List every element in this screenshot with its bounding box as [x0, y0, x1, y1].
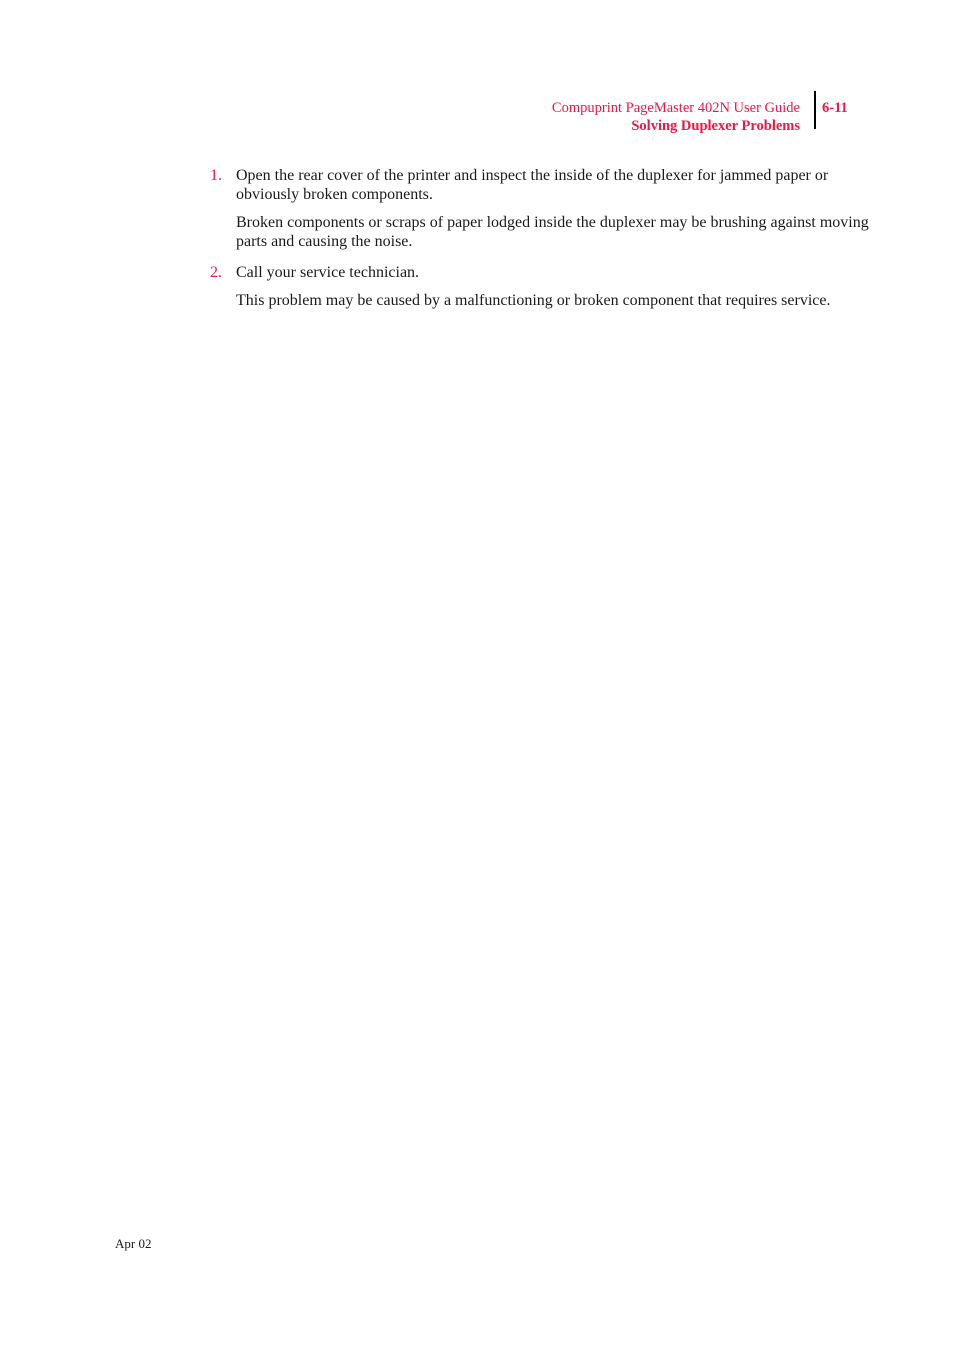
step-item: [208, 166, 880, 251]
guide-title: Compuprint PageMaster 402N User Guide: [551, 100, 800, 116]
procedure-steps: [208, 166, 880, 310]
step-explanation: This problem may be caused by a malfunctioning or broken component that requires service.: [236, 292, 831, 309]
step-item: [208, 263, 880, 310]
section-title: Solving Duplexer Problems: [631, 118, 800, 134]
step-instruction: Open the rear cover of the printer and inspect the inside of the duplexer for jammed paper or obviously broken components.: [236, 167, 829, 203]
page-number: 6-11: [822, 100, 848, 116]
running-header: [552, 99, 808, 135]
step-explanation: Broken components or scraps of paper lodged inside the duplexer may be brushing against moving parts and causing the noise.: [236, 214, 869, 250]
footer-date: Apr 02: [115, 1236, 152, 1251]
header-divider: [814, 91, 816, 129]
step-number: 2.: [210, 264, 222, 281]
step-number: 1.: [210, 167, 222, 184]
step-instruction: Call your service technician.: [236, 264, 420, 281]
